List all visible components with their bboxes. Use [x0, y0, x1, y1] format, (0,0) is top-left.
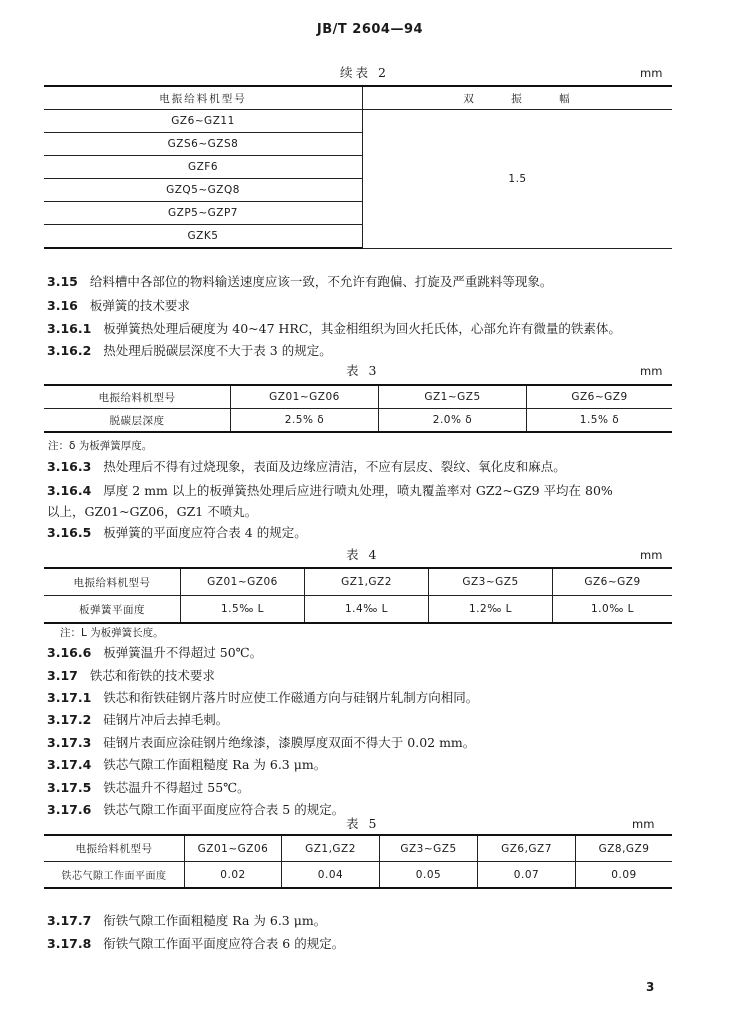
table-5: [44, 834, 672, 889]
table5-cell: 0.05: [380, 862, 478, 889]
document-header: JB/T 2604—94: [316, 22, 424, 37]
clause-text: 硅钢片冲后去掉毛刺。: [103, 712, 229, 727]
table5-cell: 0.02: [185, 862, 282, 889]
table4-header-cell: GZ6~GZ9: [553, 568, 673, 596]
table3-note: 注：δ 为板弹簧厚度。: [48, 440, 153, 452]
clause-text: 给料槽中各部位的物料输送速度应该一致，不允许有跑偏、打旋及严重跳料等现象。: [89, 274, 553, 289]
table5-caption: 表 5: [346, 816, 380, 831]
clause-text: 衔铁气隙工作面粗糙度 Ra 为 6.3 μm。: [103, 913, 327, 928]
table4-cell: 1.4‰ L: [305, 596, 429, 624]
table-2: [44, 85, 672, 249]
page-number: 3: [646, 980, 655, 994]
table5-header-cell: GZ6,GZ7: [478, 835, 576, 862]
table4-header-cell: GZ1,GZ2: [305, 568, 429, 596]
table5-header-cell: GZ01~GZ06: [185, 835, 282, 862]
table4-note: 注：L 为板弹簧长度。: [60, 627, 164, 639]
clause-3-16-4-continuation: 以上，GZ01~GZ06，GZ1 不喷丸。: [47, 504, 258, 519]
clause-3-17-3: [47, 734, 475, 751]
table4-cell: 1.5‰ L: [181, 596, 305, 624]
clause-text: 厚度 2 mm 以上的板弹簧热处理后应进行喷丸处理，喷丸覆盖率对 GZ2~GZ9 平均在 80%: [103, 483, 613, 498]
clause-number: 3.16.2: [47, 343, 92, 358]
clause-number: 3.16.1: [47, 321, 92, 336]
clause-3-17-8: [47, 935, 344, 952]
clause-number: 3.17.5: [47, 780, 92, 795]
clause-number: 3.17.1: [47, 690, 92, 705]
clause-number: 3.16.3: [47, 459, 92, 474]
table3-header-cell: GZ01~GZ06: [231, 385, 379, 409]
table2-model: GZK5: [44, 225, 363, 249]
clause-3-17-2: [47, 711, 228, 728]
table3-header-cell: 电振给料机型号: [44, 385, 231, 409]
clause-3-17-7: [47, 912, 326, 929]
clause-text: 衔铁气隙工作面平面度应符合表 6 的规定。: [103, 936, 345, 951]
table5-header-cell: GZ3~GZ5: [380, 835, 478, 862]
clause-text: 板弹簧温升不得超过 50℃。: [103, 645, 263, 660]
table4-row-label: 板弹簧平面度: [44, 596, 181, 624]
table2-model: GZS6~GZS8: [44, 133, 363, 156]
clause-3-16-6: [47, 644, 262, 661]
clause-text: 热处理后不得有过烧现象，表面及边缘应清洁，不应有层皮、裂纹、氧化皮和麻点。: [103, 459, 566, 474]
table5-cell: 0.09: [576, 862, 673, 889]
clause-text: 板弹簧的技术要求: [89, 298, 190, 313]
table3-caption: 表 3: [346, 363, 380, 378]
table2-model: GZ6~GZ11: [44, 110, 363, 133]
clause-3-16-5: [47, 524, 307, 541]
clause-3-17: [47, 667, 215, 684]
table5-row-label: 铁芯气隙工作面平面度: [44, 862, 185, 889]
table5-cell: 0.04: [282, 862, 380, 889]
clause-3-16-3: [47, 458, 566, 475]
table5-cell: 0.07: [478, 862, 576, 889]
table5-header-cell: GZ8,GZ9: [576, 835, 673, 862]
table2-model: GZQ5~GZQ8: [44, 179, 363, 202]
table5-unit: mm: [632, 817, 655, 831]
table5-header-cell: GZ1,GZ2: [282, 835, 380, 862]
clause-text: 板弹簧的平面度应符合表 4 的规定。: [103, 525, 307, 540]
clause-text: 热处理后脱碳层深度不大于表 3 的规定。: [103, 343, 332, 358]
clause-text: 铁芯和衔铁的技术要求: [89, 668, 215, 683]
clause-3-16-2: [47, 342, 332, 359]
clause-number: 3.17: [47, 668, 78, 683]
clause-3-17-1: [47, 689, 478, 706]
clause-3-17-6: [47, 801, 344, 818]
clause-number: 3.17.7: [47, 913, 92, 928]
table4-unit: mm: [640, 548, 663, 562]
clause-text: 铁芯气隙工作面粗糙度 Ra 为 6.3 μm。: [103, 757, 327, 772]
table3-cell: 1.5% δ: [527, 409, 673, 433]
clause-3-16: [47, 297, 190, 314]
table2-value: 1.5: [363, 110, 673, 249]
clause-3-17-5: [47, 779, 250, 796]
table3-unit: mm: [640, 364, 663, 378]
clause-number: 3.16.4: [47, 483, 92, 498]
clause-number: 3.17.6: [47, 802, 92, 817]
table4-caption: 表 4: [346, 547, 380, 562]
clause-3-15: [47, 273, 552, 290]
clause-text: 铁芯气隙工作面平面度应符合表 5 的规定。: [103, 802, 345, 817]
table3-header-cell: GZ1~GZ5: [379, 385, 527, 409]
clause-number: 3.15: [47, 274, 78, 289]
table3-row-label: 脱碳层深度: [44, 409, 231, 433]
clause-number: 3.17.8: [47, 936, 92, 951]
clause-number: 3.16.5: [47, 525, 92, 540]
table3-header-cell: GZ6~GZ9: [527, 385, 673, 409]
clause-number: 3.16: [47, 298, 78, 313]
table-4: [44, 567, 672, 624]
table4-cell: 1.0‰ L: [553, 596, 673, 624]
table4-header-cell: GZ3~GZ5: [429, 568, 553, 596]
clause-3-16-4: [47, 482, 613, 499]
clause-number: 3.17.3: [47, 735, 92, 750]
table4-header-cell: 电振给料机型号: [44, 568, 181, 596]
table-3: [44, 384, 672, 433]
clause-number: 3.17.4: [47, 757, 92, 772]
table2-col2-header: 双 振 幅: [363, 86, 673, 110]
table3-cell: 2.5% δ: [231, 409, 379, 433]
clause-number: 3.16.6: [47, 645, 92, 660]
table4-cell: 1.2‰ L: [429, 596, 553, 624]
clause-text: 硅钢片表面应涂硅钢片绝缘漆，漆膜厚度双面不得大于 0.02 mm。: [103, 735, 476, 750]
table2-caption: 续表 2: [340, 65, 389, 80]
table2-model: GZP5~GZP7: [44, 202, 363, 225]
table3-cell: 2.0% δ: [379, 409, 527, 433]
clause-text: 铁芯和衔铁硅钢片落片时应使工作磁通方向与硅钢片轧制方向相同。: [103, 690, 479, 705]
table5-header-cell: 电振给料机型号: [44, 835, 185, 862]
clause-3-17-4: [47, 756, 326, 773]
clause-text: 板弹簧热处理后硬度为 40~47 HRC，其金相组织为回火托氏体，心部允许有微量的铁素体。: [103, 321, 621, 336]
table2-col1-header: 电振给料机型号: [44, 86, 363, 110]
table4-header-cell: GZ01~GZ06: [181, 568, 305, 596]
clause-3-16-1: [47, 320, 621, 337]
table2-unit: mm: [640, 66, 663, 80]
clause-text: 铁芯温升不得超过 55℃。: [103, 780, 250, 795]
table2-model: GZF6: [44, 156, 363, 179]
clause-number: 3.17.2: [47, 712, 92, 727]
